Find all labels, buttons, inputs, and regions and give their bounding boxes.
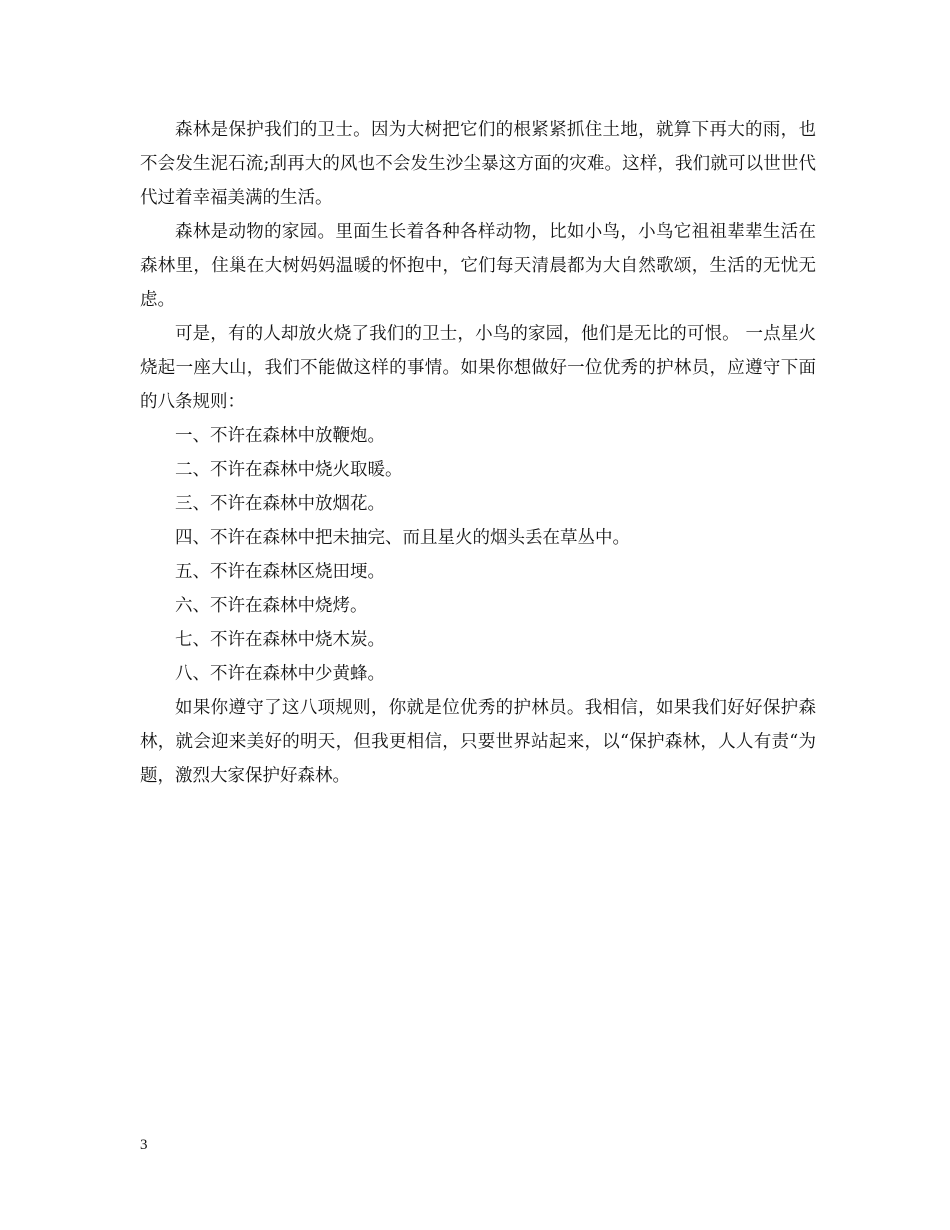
paragraph-forest-guardian: 森林是保护我们的卫士。因为大树把它们的根紧紧抓住土地，就算下再大的雨，也不会发生泥石流;刮再大的风也不会发生沙尘暴这方面的灾难。这样，我们就可以世世代代过着幸福美满的生活。 — [140, 120, 816, 208]
rule-item-2: 二、不许在森林中烧火取暖。 — [175, 460, 403, 480]
rule-item-3: 三、不许在森林中放烟花。 — [175, 494, 385, 514]
rule-item-1: 一、不许在森林中放鞭炮。 — [175, 426, 385, 446]
paragraph-animal-home: 森林是动物的家园。里面生长着各种各样动物，比如小鸟，小鸟它祖祖辈辈生活在森林里，住巢在大树妈妈温暖的怀抱中，它们每天清晨都为大自然歌颂，生活的无忧无虑。 — [140, 222, 816, 310]
rule-item-7: 七、不许在森林中烧木炭。 — [175, 630, 385, 650]
paragraph-rules-intro: 可是，有的人却放火烧了我们的卫士，小鸟的家园，他们是无比的可恨。 一点星火烧起一座大山，我们不能做这样的事情。如果你想做好一位优秀的护林员，应遵守下面的八条规则： — [140, 324, 816, 412]
rule-item-5: 五、不许在森林区烧田埂。 — [175, 562, 385, 582]
paragraph-conclusion: 如果你遵守了这八项规则，你就是位优秀的护林员。我相信，如果我们好好保护森林，就会迎来美好的明天，但我更相信，只要世界站起来，以“保护森林，人人有责“为题，激烈大家保护好森林。 — [140, 698, 816, 786]
rule-item-4: 四、不许在森林中把未抽完、而且星火的烟头丢在草丛中。 — [175, 528, 630, 548]
page-number: 3 — [140, 1137, 148, 1153]
rule-item-8: 八、不许在森林中少黄蜂。 — [175, 664, 385, 684]
rule-item-6: 六、不许在森林中烧烤。 — [175, 596, 368, 616]
document-body — [140, 113, 816, 793]
